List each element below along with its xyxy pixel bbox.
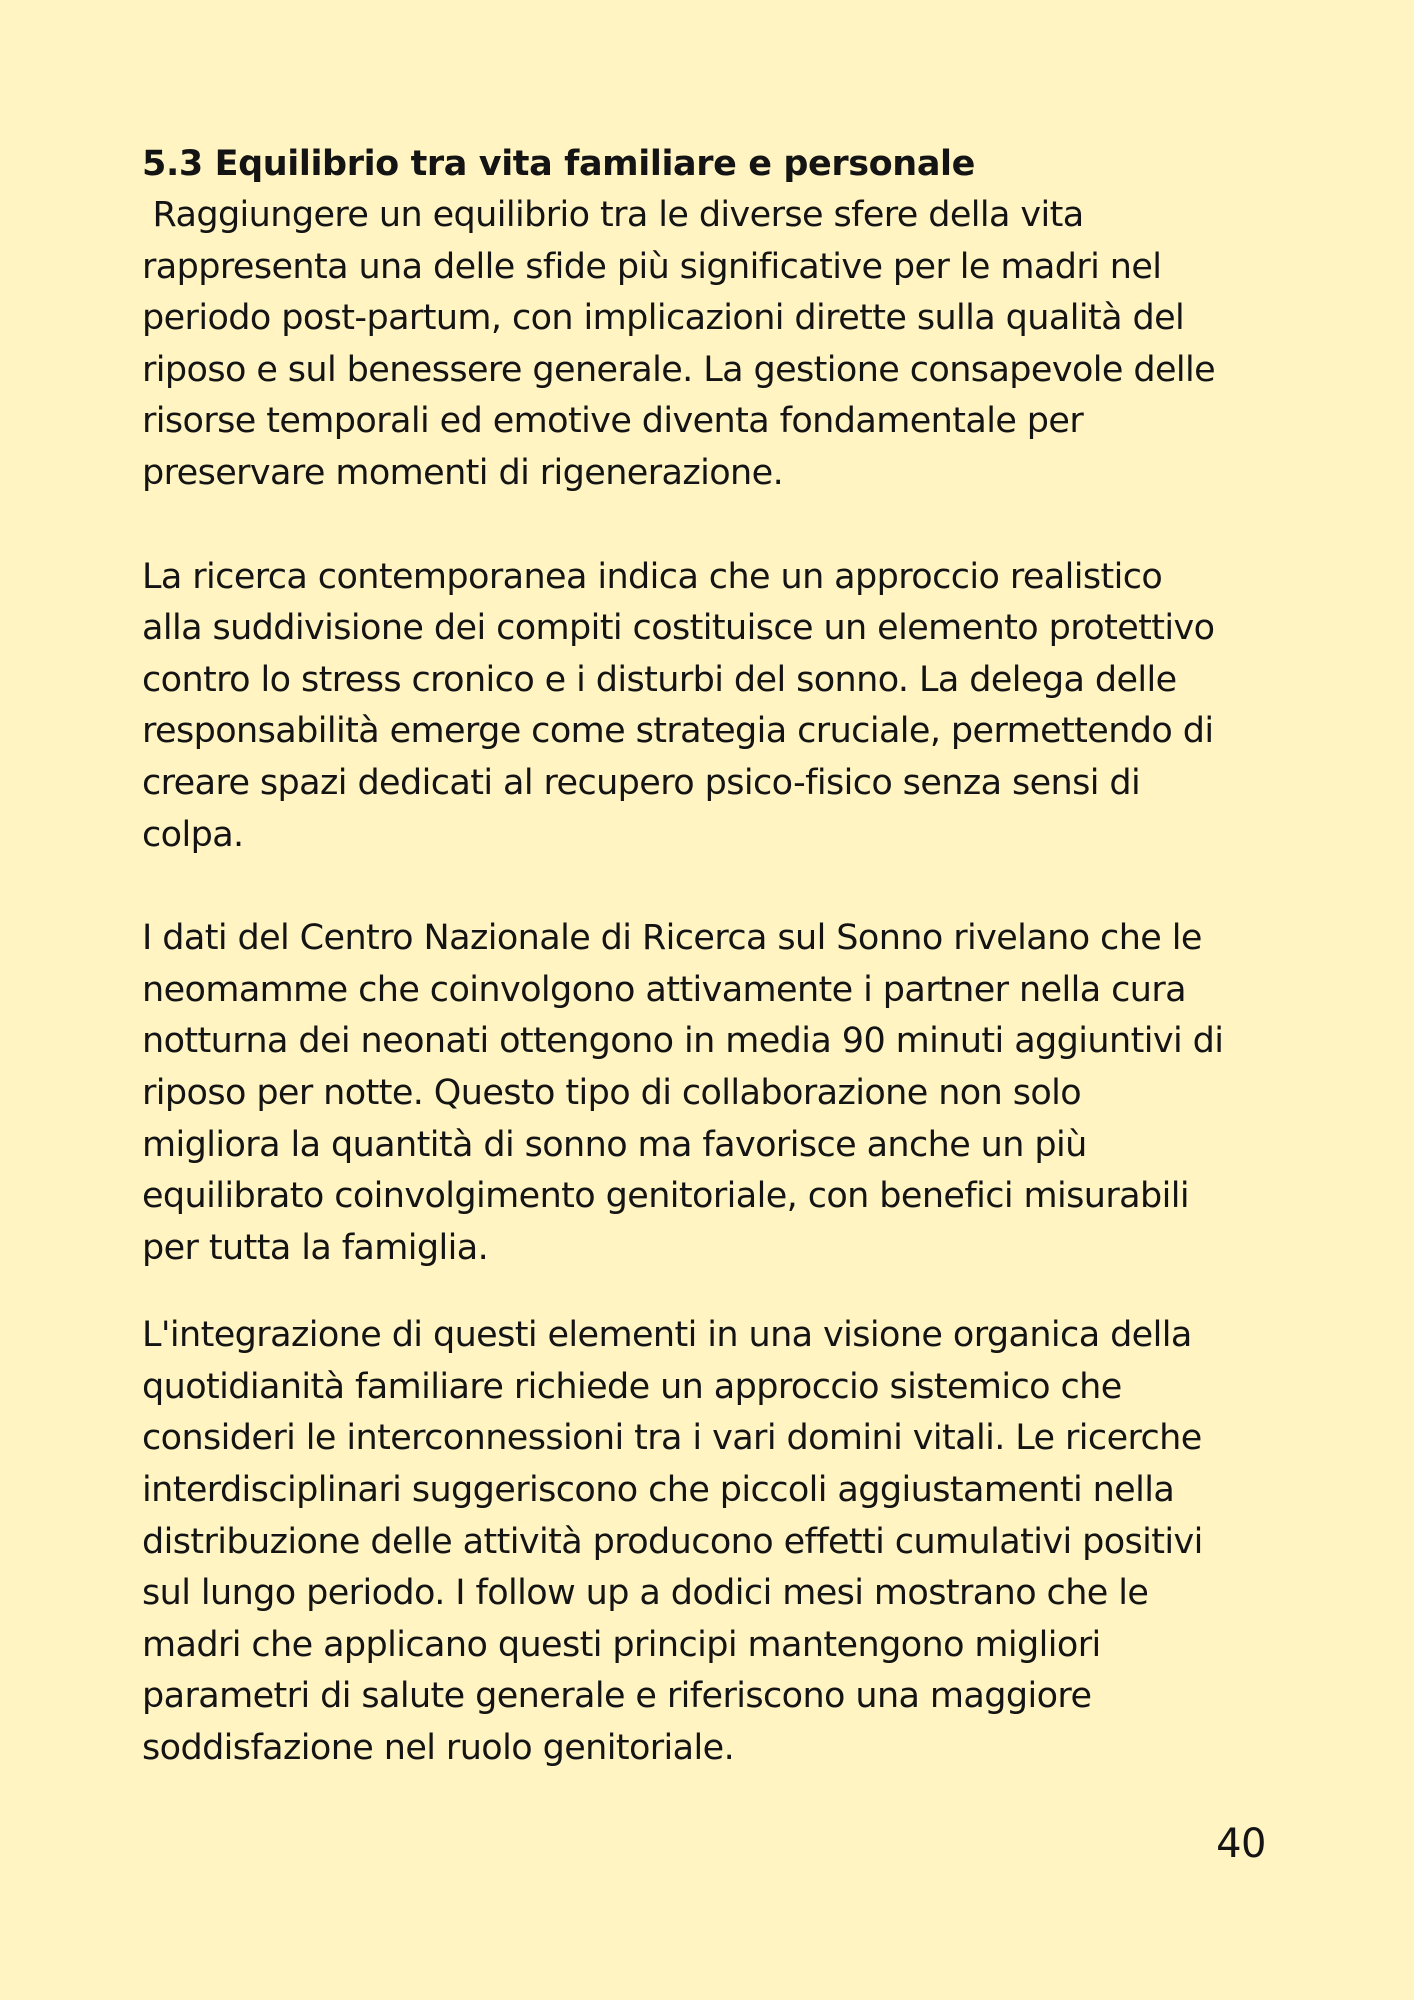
section-heading: 5.3 Equilibrio tra vita familiare e personale xyxy=(142,144,975,184)
paragraph-integration: L'integrazione di questi elementi in una visione organica della quotidianità familiare richiede un approccio sistemico che consideri le interconnessioni tra i vari domini vitali. Le ricerche interdisciplinari suggeriscono che piccoli aggiustamenti nella distribuzione delle attività producono effetti cumulativi positivi sul lungo periodo. I follow up a dodici mesi mostrano che le madri che applicano questi principi mantengono migliori parametri di salute generale e riferiscono una maggiore soddisfazione nel ruolo genitoriale. xyxy=(142,1315,1203,1769)
page-number: 40 xyxy=(1216,1821,1266,1867)
paragraph-sleep-data: I dati del Centro Nazionale di Ricerca sul Sonno rivelano che le neomamme che coinvolgono attivamente i partner nella cura notturna dei neonati ottengono in media 90 minuti aggiuntivi di riposo per notte. Questo tipo di collaborazione non solo migliora la quantità di sonno ma favorisce anche un più equilibrato coinvolgimento genitoriale, con benefici misurabili per tutta la famiglia. xyxy=(142,918,1224,1268)
paragraph-intro: Raggiungere un equilibrio tra le diverse sfere della vita rappresenta una delle sfide più significative per le madri nel periodo post-partum, con implicazioni dirette sulla qualità del riposo e sul benessere generale. La gestione consapevole delle risorse temporali ed emotive diventa fondamentale per preservare momenti di rigenerazione. xyxy=(142,195,1216,493)
paragraph-research: La ricerca contemporanea indica che un approccio realistico alla suddivisione dei compiti costituisce un elemento protettivo contro lo stress cronico e i disturbi del sonno. La delega delle responsabilità emerge come strategia cruciale, permettendo di creare spazi dedicati al recupero psico-fisico senza sensi di colpa. xyxy=(142,556,1215,855)
page-content xyxy=(142,138,1282,1775)
